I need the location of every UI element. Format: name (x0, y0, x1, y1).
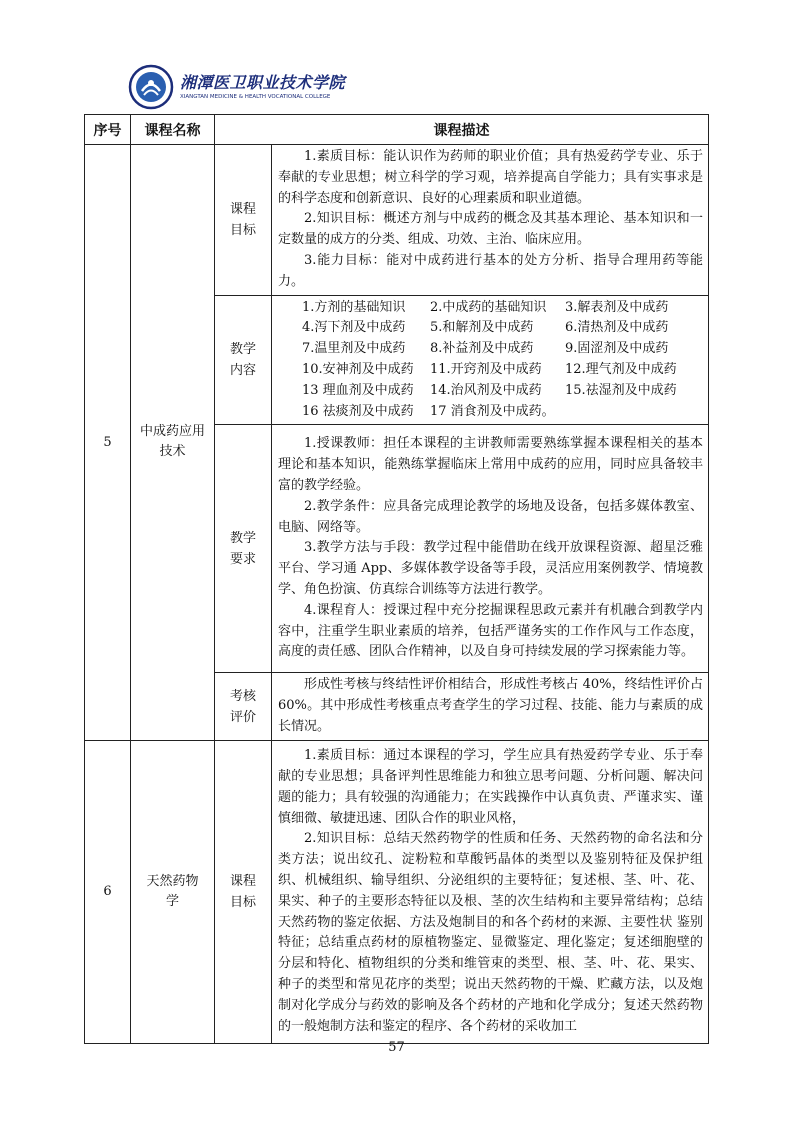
table-row (85, 145, 709, 296)
section-content: 1.授课教师：担任本课程的主讲教师需要熟练掌握本课程相关的基本理论和基本知识，能熟练掌握临床上常用中成药的应用，同时应具备较丰富的教学经验。 2.教学条件：应具备完成理论教学的场地及设备，包括多媒体教室、电脑、网络等。 3.教学方法与手段：教学过程中能借助在线开放课程资源、超星泛雅平台、学习通 App、多媒体教学设备等手段，灵活应用案例教学、情境教学、角色扮演、仿真综合训练等方法进行教学。 4.课程育人：授课过程中充分挖掘课程思政元素并有机融合到教学内容中，注重学生职业素质的培养，包括严谨务实的工作作风与工作态度，高度的责任感、团队合作精神，以及自身可持续发展的学习探索能力等。 (272, 425, 709, 673)
list-item: 11.开窍剂及中成药 (430, 361, 542, 377)
header-desc: 课程描述 (215, 115, 709, 145)
list-item: 8.补益剂及中成药 (430, 341, 534, 357)
section-content: 1.素质目标：能认识作为药师的职业价值；具有热爱药学专业、乐于奉献的专业思想；树立科学的学习观，培养提高自学能力；具有实事求是的科学态度和创新意识、良好的心理素质和职业道德。 2.知识目标：概述方剂与中成药的概念及其基本理论、基本知识和一定数量的成方的分类、组成、功效、主治、临床应用。 3.能力目标：能对中成药进行基本的处方分析、指导合理用药等能力。 (272, 145, 709, 296)
list-item: 3.解表剂及中成药 (565, 299, 669, 315)
section-label: 课程目标 (215, 145, 272, 296)
section-label: 教学要求 (215, 425, 272, 673)
list-item: 2.中成药的基础知识 (430, 299, 547, 315)
list-item: 10.安神剂及中成药 (302, 361, 414, 377)
course-name: 天然药物学 (131, 740, 215, 1043)
section-content: 1.素质目标：通过本课程的学习，学生应具有热爱药学专业、乐于奉献的专业思想；具备评判性思维能力和独立思考问题、分析问题、解决问题的能力；具有较强的沟通能力；在实践操作中认真负责、严谨求实、谨慎细微、敏捷迅速、团队合作的职业风格， 2.知识目标：总结天然药物学的性质和任务、天然药物的命名法和分类方法；说出纹孔、淀粉粒和草酸钙晶体的类型以及鉴别特征及保护组织、机械组织、输导组织、分泌组织的主要特征；复述根、茎、叶、花、果实、种子的主要形态特征以及根、茎的次生结构和主要异常结构；总结天然药物的鉴定依据、方法及炮制目的和各个药材的来源、主要性状 鉴别特征；总结重点药材的原植物鉴定、显微鉴定、理化鉴定；复述细胞壁的分层和特化、植物组织的分类和维管束的类型、根、茎、叶、花、果实、种子的类型和常见花序的类型；说出天然药物的干燥、贮藏方法，以及炮制对化学成分与药效的影响及各个药材的产地和化学成分；复述天然药物的一般炮制方法和鉴定的程序、各个药材的采收加工 (272, 740, 709, 1043)
list-item (565, 402, 703, 423)
section-label: 教学内容 (215, 295, 272, 425)
list-item: 7.温里剂及中成药 (302, 341, 406, 357)
header-num: 序号 (85, 115, 131, 145)
page-number: 57 (388, 1040, 405, 1055)
list-item: 1.方剂的基础知识 (302, 299, 406, 315)
section-label: 课程目标 (215, 740, 272, 1043)
list-item: 4.泻下剂及中成药 (302, 320, 406, 336)
list-item: 17 消食剂及中成药。 (430, 403, 555, 419)
list-item: 12.理气剂及中成药 (565, 361, 677, 377)
content-list (272, 296, 708, 425)
list-item: 16 祛痰剂及中成药 (302, 403, 414, 419)
school-name-en: XIANGTAN MEDICINE & HEALTH VOCATIONAL COLLEGE (180, 94, 331, 100)
section-label: 考核评价 (215, 673, 272, 740)
school-logo-icon (128, 64, 174, 110)
course-table (84, 114, 709, 1044)
list-item: 15.祛湿剂及中成药 (565, 382, 677, 398)
list-item: 6.清热剂及中成药 (565, 320, 669, 336)
table-header-row (85, 115, 709, 145)
school-name-cn: 湘潭医卫职业技术学院 (180, 73, 346, 92)
list-item: 9.固涩剂及中成药 (565, 341, 669, 357)
list-item: 5.和解剂及中成药 (430, 320, 534, 336)
header-name: 课程名称 (131, 115, 215, 145)
list-item: 13 理血剂及中成药 (302, 382, 414, 398)
table-row (85, 740, 709, 1043)
section-content: 形成性考核与终结性评价相结合，形成性考核占 40%，终结性评价占 60%。其中形成性考核重点考查学生的学习过程、技能、能力与素质的成长情况。 (272, 673, 709, 740)
course-number: 6 (85, 740, 131, 1043)
list-item: 14.治风剂及中成药 (430, 382, 542, 398)
page-header (128, 64, 348, 110)
course-number: 5 (85, 145, 131, 741)
section-content (272, 295, 709, 425)
course-name: 中成药应用技术 (131, 145, 215, 741)
